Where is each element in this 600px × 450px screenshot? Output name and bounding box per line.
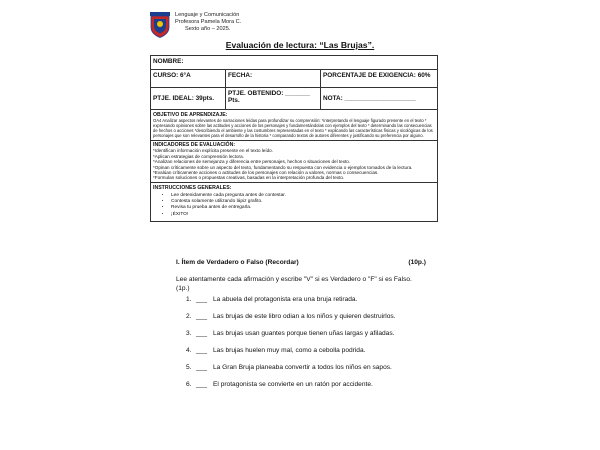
answer-blank[interactable]: ___	[196, 313, 208, 320]
obtained-score-field[interactable]: PTJE. OBTENIDO: _______ Pts.	[226, 88, 321, 110]
list-item	[186, 364, 396, 381]
date-field[interactable]: FECHA:	[226, 70, 321, 88]
list-item	[186, 313, 396, 330]
grade-field[interactable]: NOTA: ____________________	[321, 88, 438, 110]
instructions-list	[163, 193, 435, 218]
indicator-item: *Analizan relaciones de semejanza y diferencia entre personajes, hechos o situaciones del texto.	[153, 159, 351, 165]
list-item	[186, 296, 396, 313]
student-info-table	[150, 55, 438, 222]
indicators-list	[153, 148, 435, 180]
grade-line: Sexto año – 2025.	[185, 26, 231, 32]
teacher-line: Profesora Pamela Mora C.	[175, 19, 242, 25]
indicator-item: *Formulan soluciones o propuestas creativas, basadas en la interpretación profunda del texto.	[153, 175, 345, 181]
header-text	[175, 12, 241, 33]
name-field[interactable]: NOMBRE:	[151, 56, 438, 70]
answer-blank[interactable]: ___	[196, 347, 208, 354]
item-number: 3.	[186, 330, 192, 337]
indicator-item: *Opinan críticamente sobre un aspecto del texto, fundamentando su respuesta con evidencia o ejemplos tomados de la lectura.	[153, 164, 413, 170]
indicator-item: *Evalúan críticamente acciones o actitudes de los personajes con relación a valores, normas o consecuencias.	[153, 169, 379, 175]
answer-blank[interactable]: ___	[196, 364, 208, 371]
answer-blank[interactable]: ___	[196, 330, 208, 337]
school-header	[150, 12, 241, 38]
indicator-item: *Aplican estrategias de comprensión lectora.	[153, 153, 244, 159]
subject-line: Lenguaje y Comunicación	[175, 12, 240, 18]
instruction-item: • Revisa tu prueba antes de entregarla.	[171, 205, 435, 211]
section-title: I. Ítem de Verdadero o Falso (Recordar)	[176, 259, 299, 266]
item-text: Las brujas usan guantes porque tienen uñas largas y afiladas.	[213, 330, 395, 337]
item-number: 4.	[186, 347, 192, 354]
item-number: 5.	[186, 364, 192, 371]
instructions-cell	[151, 183, 438, 222]
list-item	[186, 347, 396, 364]
page-title: Evaluación de lectura: “Las Brujas”.	[225, 40, 375, 50]
item-number: 2.	[186, 313, 192, 320]
indicators-cell	[151, 140, 438, 183]
objective-text: OA4 Analizar aspectos relevantes de narraciones leídas para profundizar su comprensión: *interpretando el lenguaje figurado presente en el texto * expresando opiniones sobre las actitudes y acciones de los personajes y fundamentándolas con ejemplos del texto * determinando las consecuencias de hechos o acciones *describiendo el ambiente y las costumbres representadas en el texto * explicando las características físicas y sicológicas de los personajes que son relevantes para el desarrollo de la historia * comparando textos de autores diferentes y justificando su preferencia por alguno.	[153, 117, 433, 138]
answer-blank[interactable]: ___	[196, 296, 208, 303]
list-item	[186, 381, 396, 398]
indicators-label: INDICADORES DE EVALUACIÓN:	[153, 142, 236, 149]
objective-label: OBJETIVO DE APRENDIZAJE:	[153, 111, 228, 118]
requirement-cell: PORCENTAJE DE EXIGENCIA: 60%	[321, 70, 438, 88]
answer-blank[interactable]: ___	[196, 381, 208, 388]
item-text: Las brujas de este libro odian a los niños y quieren destruirlos.	[213, 313, 396, 320]
item-number: 1.	[186, 296, 192, 303]
instruction-item: • Contesta solamente utilizando lápiz grafito.	[171, 199, 435, 205]
instruction-item: • Lee detenidamente cada pregunta antes de contestar.	[171, 193, 435, 199]
section-points: (10p.)	[408, 259, 426, 266]
instructions-label: INSTRUCCIONES GENERALES:	[153, 184, 232, 191]
indicator-item: *Identifican información explícita presente en el texto leído.	[153, 148, 274, 154]
list-item	[186, 330, 396, 347]
item-text: La Gran Bruja planeaba convertir a todos los niños en sapos.	[213, 364, 392, 371]
school-logo-icon	[150, 12, 170, 38]
section-instructions: Lee atentamente cada afirmación y escribe "V" si es Verdadero o "F" si es Falso. (1p.)	[176, 276, 412, 292]
objective-cell	[151, 110, 438, 141]
item-text: La abuela del protagonista era una bruja retirada.	[213, 296, 358, 303]
section-heading	[176, 259, 426, 266]
instruction-item: • ¡ÉXITO!	[171, 212, 435, 218]
item-text: El protagonista se convierte en un ratón por accidente.	[213, 381, 373, 388]
item-number: 6.	[186, 381, 192, 388]
ideal-score-cell: PTJE. IDEAL: 39pts.	[151, 88, 226, 110]
course-cell: CURSO: 6°A	[151, 70, 226, 88]
item-text: Las brujas huelen muy mal, como a cebolla podrida.	[213, 347, 366, 354]
true-false-list	[186, 296, 396, 398]
